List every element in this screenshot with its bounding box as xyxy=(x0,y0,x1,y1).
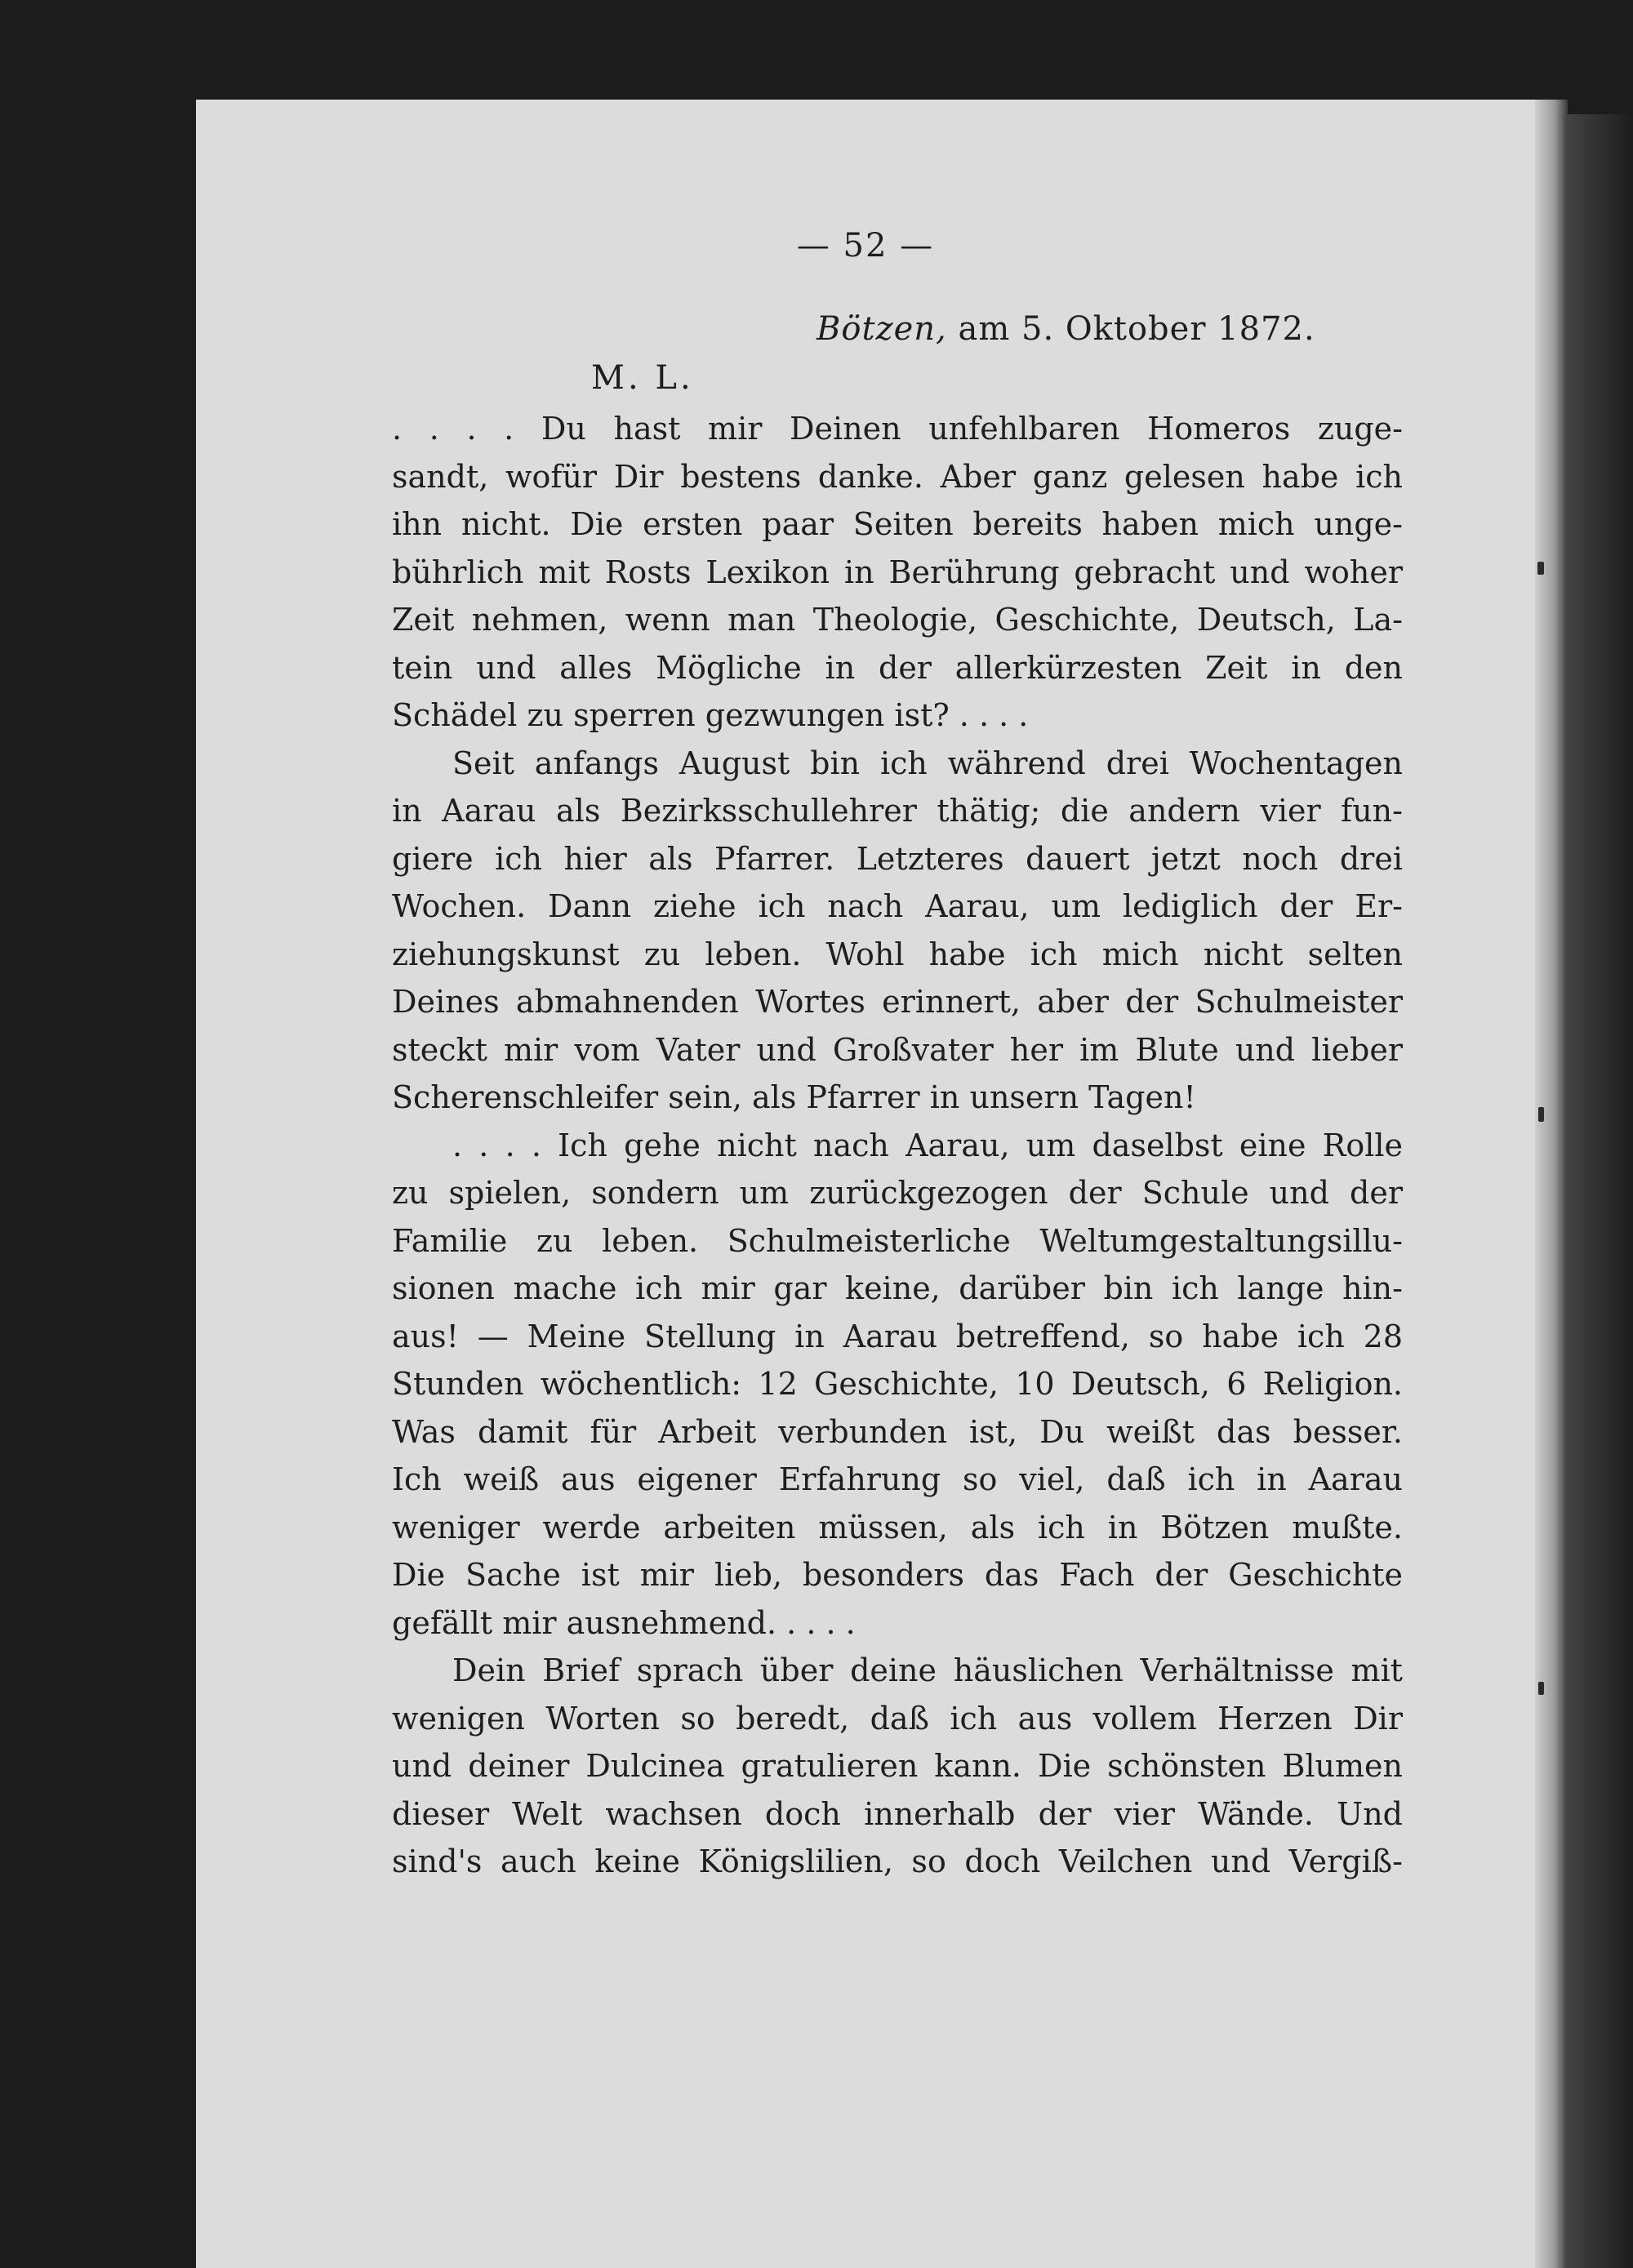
text-line: in Aarau als Bezirksschullehrer thätig; die andern vier fun- xyxy=(392,793,1403,829)
text-line: Schädel zu sperren gezwungen ist? . . . . xyxy=(392,697,1029,733)
text-line: sind's auch keine Königslilien, so doch Veilchen und Vergiß- xyxy=(392,1843,1403,1879)
dateline-date: am 5. Oktober 1872. xyxy=(958,310,1315,348)
text-line: giere ich hier als Pfarrer. Letzteres dauert jetzt noch drei xyxy=(392,840,1403,877)
margin-speck xyxy=(1538,1682,1544,1695)
binding-shadow xyxy=(1566,114,1633,2268)
text-line: Familie zu leben. Schulmeisterliche Weltumgestaltungsillu- xyxy=(392,1222,1403,1259)
text-line: ziehungskunst zu leben. Wohl habe ich mich nicht selten xyxy=(392,936,1403,972)
text-line: Scherenschleifer sein, als Pfarrer in unsern Tagen! xyxy=(392,1079,1196,1115)
text-line: Dein Brief sprach über deine häuslichen Verhältnisse mit xyxy=(452,1652,1403,1688)
text-line: Was damit für Arbeit verbunden ist, Du weißt das besser. xyxy=(392,1413,1403,1450)
page-edge xyxy=(1535,100,1568,2268)
text-line: Die Sache ist mir lieb, besonders das Fach der Geschichte xyxy=(392,1557,1403,1593)
page-number: — 52 — xyxy=(796,227,935,265)
text-line: wenigen Worten so beredt, daß ich aus vollem Herzen Dir xyxy=(392,1700,1403,1737)
salutation: M. L. xyxy=(591,359,694,397)
text-line: gefällt mir ausnehmend. . . . . xyxy=(392,1604,856,1641)
text-line: und deiner Dulcinea gratulieren kann. Die schönsten Blumen xyxy=(392,1748,1403,1784)
margin-speck xyxy=(1538,1107,1544,1122)
dateline xyxy=(816,310,1372,348)
text-line: Wochen. Dann ziehe ich nach Aarau, um lediglich der Er- xyxy=(392,888,1403,924)
text-line: . . . . Du hast mir Deinen unfehlbaren Homeros zuge- xyxy=(392,411,1403,447)
text-line: Deines abmahnenden Wortes erinnert, aber der Schulmeister xyxy=(392,984,1403,1020)
letter-body xyxy=(392,405,1403,1886)
text-line: bührlich mit Rosts Lexikon in Berührung gebracht und woher xyxy=(392,554,1403,590)
text-line: tein und alles Mögliche in der allerkürzesten Zeit in den xyxy=(392,649,1403,686)
text-line: Stunden wöchentlich: 12 Geschichte, 10 Deutsch, 6 Religion. xyxy=(392,1366,1403,1402)
margin-speck xyxy=(1537,562,1544,575)
text-line: sionen mache ich mir gar keine, darüber bin ich lange hin- xyxy=(392,1270,1403,1306)
text-line: Zeit nehmen, wenn man Theologie, Geschichte, Deutsch, La- xyxy=(392,602,1403,638)
dateline-place: Bötzen, xyxy=(816,310,947,348)
text-line: sandt, wofür Dir bestens danke. Aber ganz gelesen habe ich xyxy=(392,458,1403,495)
text-line: zu spielen, sondern um zurückgezogen der Schule und der xyxy=(392,1175,1403,1211)
text-line: weniger werde arbeiten müssen, als ich in Bötzen mußte. xyxy=(392,1509,1403,1545)
text-line: . . . . Ich gehe nicht nach Aarau, um daselbst eine Rolle xyxy=(452,1127,1403,1163)
text-line: Ich weiß aus eigener Erfahrung so viel, daß ich in Aarau xyxy=(392,1461,1403,1497)
text-line: steckt mir vom Vater und Großvater her im Blute und lieber xyxy=(392,1031,1403,1068)
text-line: aus! — Meine Stellung in Aarau betreffend, so habe ich 28 xyxy=(392,1318,1403,1354)
text-line: Seit anfangs August bin ich während drei Wochentagen xyxy=(452,745,1403,781)
text-line: dieser Welt wachsen doch innerhalb der vier Wände. Und xyxy=(392,1795,1403,1832)
text-line: ihn nicht. Die ersten paar Seiten bereits haben mich unge- xyxy=(392,506,1403,542)
